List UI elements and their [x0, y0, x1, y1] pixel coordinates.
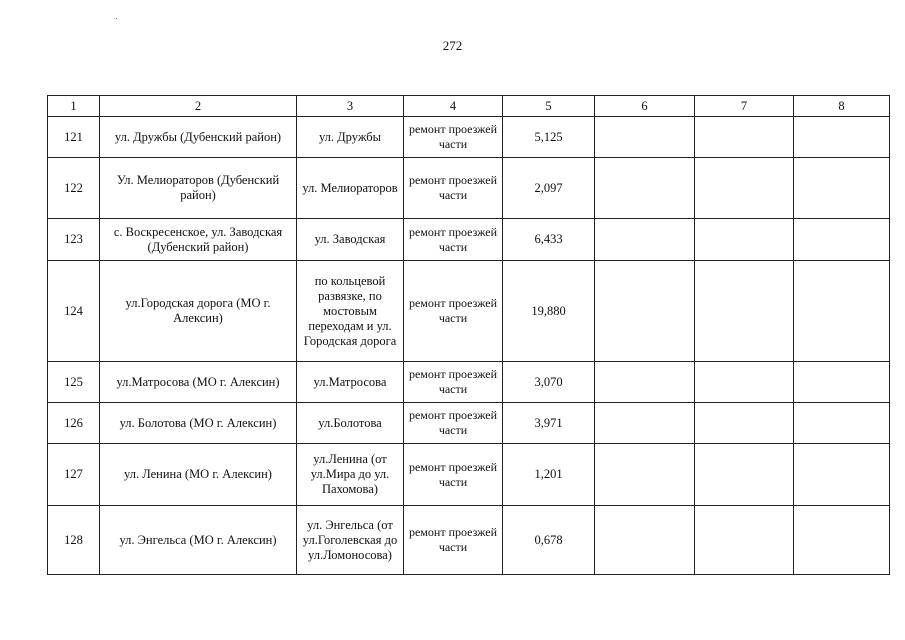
road-name: ул. Ленина (МО г. Алексин)	[100, 444, 297, 506]
cell-col-8	[794, 219, 890, 261]
length-value: 2,097	[503, 158, 595, 219]
length-value: 6,433	[503, 219, 595, 261]
row-number: 122	[48, 158, 100, 219]
length-value: 1,201	[503, 444, 595, 506]
cell-col-6	[595, 117, 695, 158]
length-value: 3,971	[503, 403, 595, 444]
col-header-7: 7	[695, 96, 794, 117]
cell-col-7	[695, 219, 794, 261]
col-header-6: 6	[595, 96, 695, 117]
length-value: 5,125	[503, 117, 595, 158]
cell-col-6	[595, 158, 695, 219]
cell-col-8	[794, 261, 890, 362]
col-header-1: 1	[48, 96, 100, 117]
road-name: ул. Энгельса (МО г. Алексин)	[100, 506, 297, 575]
length-value: 3,070	[503, 362, 595, 403]
cell-col-8	[794, 506, 890, 575]
page-number: 272	[442, 38, 463, 53]
cell-col-7	[695, 403, 794, 444]
cell-col-7	[695, 117, 794, 158]
cell-col-8	[794, 117, 890, 158]
cell-col-8	[794, 444, 890, 506]
road-section: по кольцевой развязке, по мостовым переходам и ул. Городская дорога	[297, 261, 404, 362]
table-row	[48, 403, 890, 444]
work-type: ремонт проезжей части	[404, 362, 503, 403]
row-number: 128	[48, 506, 100, 575]
work-type: ремонт проезжей части	[404, 261, 503, 362]
row-number: 121	[48, 117, 100, 158]
road-section: ул. Дружбы	[297, 117, 404, 158]
length-value: 19,880	[503, 261, 595, 362]
table-row	[48, 362, 890, 403]
road-name: ул. Дружбы (Дубенский район)	[100, 117, 297, 158]
scan-artifact	[116, 18, 117, 19]
cell-col-8	[794, 362, 890, 403]
work-type: ремонт проезжей части	[404, 506, 503, 575]
road-section: ул. Мелиораторов	[297, 158, 404, 219]
work-type: ремонт проезжей части	[404, 444, 503, 506]
cell-col-7	[695, 362, 794, 403]
road-name: с. Воскресенское, ул. Заводская (Дубенский район)	[100, 219, 297, 261]
cell-col-6	[595, 261, 695, 362]
cell-col-8	[794, 403, 890, 444]
col-header-8: 8	[794, 96, 890, 117]
road-section: ул. Заводская	[297, 219, 404, 261]
road-section: ул.Матросова	[297, 362, 404, 403]
length-value: 0,678	[503, 506, 595, 575]
work-type: ремонт проезжей части	[404, 117, 503, 158]
table-row	[48, 158, 890, 219]
table-row	[48, 261, 890, 362]
col-header-5: 5	[503, 96, 595, 117]
cell-col-8	[794, 158, 890, 219]
road-name: ул. Болотова (МО г. Алексин)	[100, 403, 297, 444]
road-section: ул.Болотова	[297, 403, 404, 444]
row-number: 125	[48, 362, 100, 403]
table-row	[48, 117, 890, 158]
row-number: 126	[48, 403, 100, 444]
table-row	[48, 219, 890, 261]
road-name: Ул. Мелиораторов (Дубенский район)	[100, 158, 297, 219]
road-section: ул.Ленина (от ул.Мира до ул. Пахомова)	[297, 444, 404, 506]
road-name: ул.Городская дорога (МО г. Алексин)	[100, 261, 297, 362]
work-type: ремонт проезжей части	[404, 403, 503, 444]
row-number: 127	[48, 444, 100, 506]
cell-col-6	[595, 506, 695, 575]
col-header-3: 3	[297, 96, 404, 117]
work-type: ремонт проезжей части	[404, 158, 503, 219]
cell-col-6	[595, 403, 695, 444]
cell-col-6	[595, 219, 695, 261]
cell-col-7	[695, 444, 794, 506]
row-number: 124	[48, 261, 100, 362]
road-name: ул.Матросова (МО г. Алексин)	[100, 362, 297, 403]
col-header-4: 4	[404, 96, 503, 117]
table-row	[48, 506, 890, 575]
col-header-2: 2	[100, 96, 297, 117]
cell-col-7	[695, 158, 794, 219]
cell-col-6	[595, 444, 695, 506]
table-row	[48, 444, 890, 506]
road-repair-table	[47, 95, 890, 575]
row-number: 123	[48, 219, 100, 261]
road-section: ул. Энгельса (от ул.Гоголевская до ул.Ломоносова)	[297, 506, 404, 575]
cell-col-7	[695, 261, 794, 362]
header-row	[48, 96, 890, 117]
cell-col-7	[695, 506, 794, 575]
work-type: ремонт проезжей части	[404, 219, 503, 261]
cell-col-6	[595, 362, 695, 403]
